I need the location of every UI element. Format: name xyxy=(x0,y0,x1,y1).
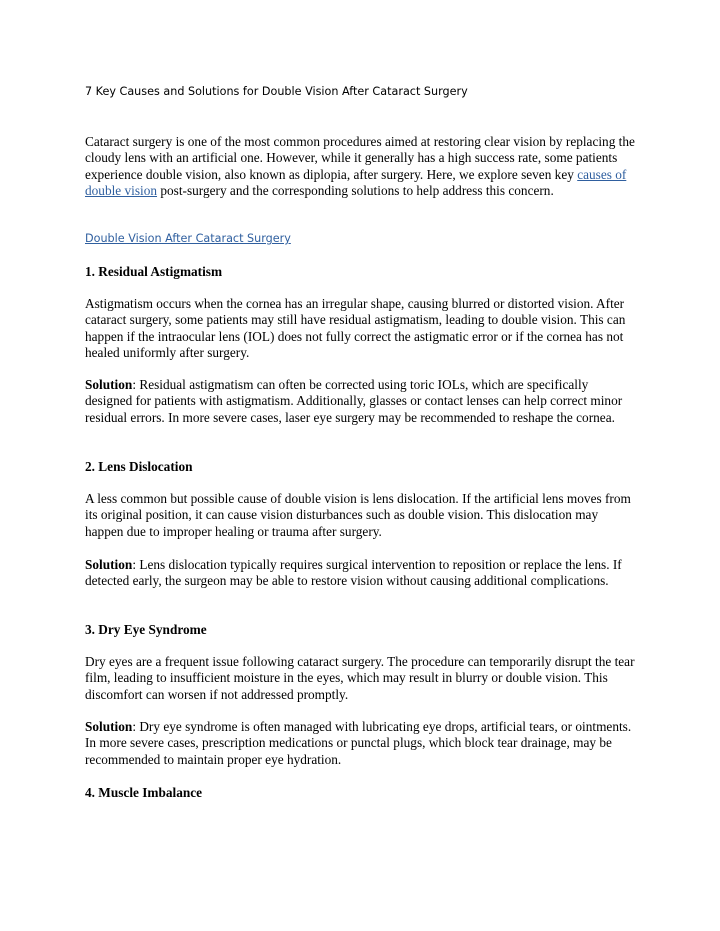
solution-text: : Dry eye syndrome is often managed with lubricating eye drops, artificial tears, or ointments. In more severe cases, prescription medications or punctal plugs, which block tear drainage, may be recommended to maintain proper eye hydration. xyxy=(85,719,632,767)
section-solution-residual-astigmatism xyxy=(85,377,635,426)
section-solution-dry-eye-syndrome xyxy=(85,719,635,768)
section-cause-dry-eye-syndrome: Dry eyes are a frequent issue following cataract surgery. The procedure can temporarily disrupt the tear film, leading to insufficient moisture in the eyes, which may result in blurry or double vision. This discomfort can worsen if not addressed promptly. xyxy=(85,654,635,702)
intro-text-start: Cataract surgery is one of the most common procedures aimed at restoring clear vision by replacing the cloudy lens with an artificial one. However, while it generally has a high success rate, some patients experience double vision, also known as diplopia, after surgery. Here, we explore seven key xyxy=(85,134,635,182)
causes-of-double-vision-link[interactable]: causes of double vision xyxy=(85,166,627,198)
intro-paragraph xyxy=(85,134,635,199)
section-cause-residual-astigmatism: Astigmatism occurs when the cornea has an irregular shape, causing blurred or distorted vision. After cataract surgery, some patients may still have residual astigmatism, leading to double vision. This can happen if the intraocular lens (IOL) does not fully correct the astigmatic error or if the cornea has not healed uniformly after surgery. xyxy=(85,296,626,360)
section-heading-lens-dislocation: 2. Lens Dislocation xyxy=(85,459,193,474)
intro-text-end: post-surgery and the corresponding solutions to help address this concern. xyxy=(157,182,554,198)
solution-text: : Lens dislocation typically requires surgical intervention to reposition or replace the lens. If detected early, the surgeon may be able to restore vision without causing additional complications. xyxy=(85,557,622,589)
solution-label: Solution xyxy=(85,719,133,734)
section-heading-dry-eye-syndrome: 3. Dry Eye Syndrome xyxy=(85,622,207,637)
section-heading-muscle-imbalance: 4. Muscle Imbalance xyxy=(85,785,203,800)
double-vision-after-cataract-surgery-link[interactable]: Double Vision After Cataract Surgery xyxy=(85,232,291,245)
solution-text: : Residual astigmatism can often be corrected using toric IOLs, which are specifically designed for patients with astigmatism. Additionally, glasses or contact lenses can help correct minor residual errors. In more severe cases, laser eye surgery may be recommended to reshape the cornea. xyxy=(85,377,623,425)
document-title: 7 Key Causes and Solutions for Double Vision After Cataract Surgery xyxy=(85,85,468,98)
solution-label: Solution xyxy=(85,557,133,572)
section-heading-residual-astigmatism: 1. Residual Astigmatism xyxy=(85,264,223,279)
section-cause-lens-dislocation: A less common but possible cause of double vision is lens dislocation. If the artificial lens moves from its original position, it can cause vision disturbances such as double vision. This dislocation may happen due to improper healing or trauma after surgery. xyxy=(85,491,631,539)
solution-label: Solution xyxy=(85,377,133,392)
section-solution-lens-dislocation xyxy=(85,557,635,590)
